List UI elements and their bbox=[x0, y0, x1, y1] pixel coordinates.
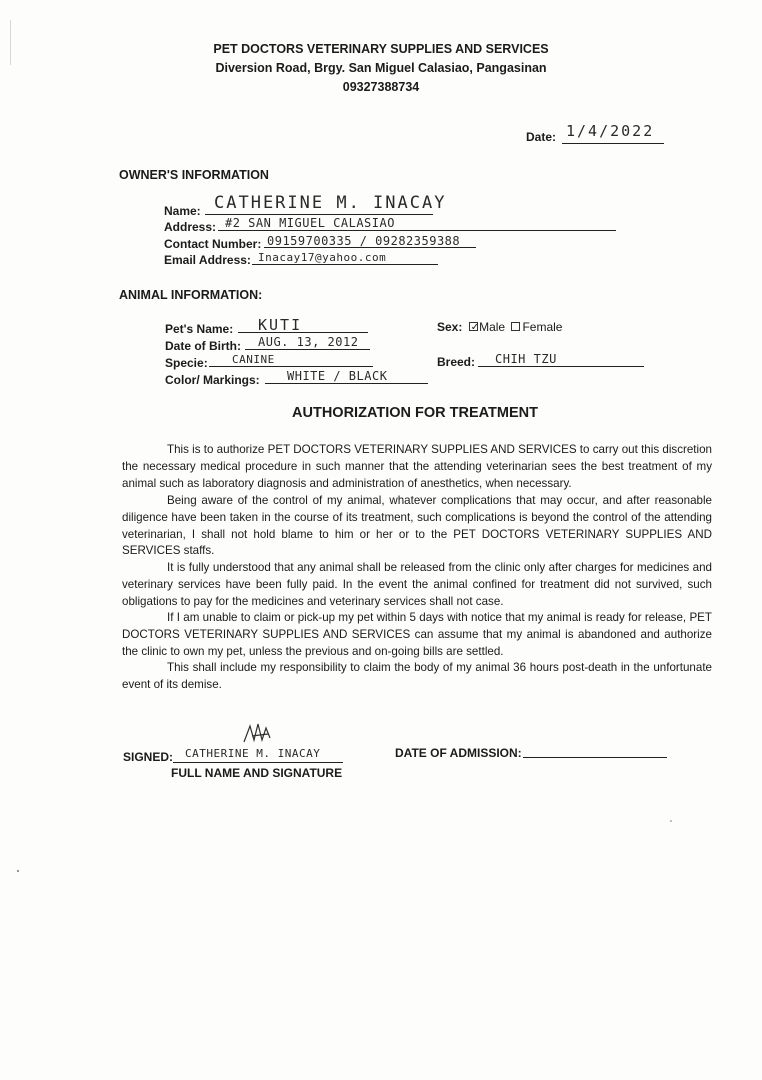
owner-address-value: #2 SAN MIGUEL CALASIAO bbox=[225, 216, 395, 230]
signed-value: CATHERINE M. INACAY bbox=[185, 747, 321, 760]
authorization-paragraph: If I am unable to claim or pick-up my pet within 5 days with notice that my animal is ready for release, PET DOCTORS VETERINARY SUPPLIES AND SERVICES can assume that my animal is abandoned and authorize the clinic to own my pet, unless the previous and on-going bills are settled. bbox=[122, 611, 712, 658]
owner-email-value: Inacay17@yahoo.com bbox=[258, 251, 387, 264]
sex-field bbox=[437, 320, 562, 334]
signature-caption: FULL NAME AND SIGNATURE bbox=[171, 766, 343, 780]
admission-label: DATE OF ADMISSION: bbox=[395, 746, 522, 760]
sex-male-option: Male bbox=[479, 320, 506, 334]
scan-speck bbox=[17, 870, 19, 872]
admission-line[interactable] bbox=[523, 757, 667, 758]
date-label: Date: bbox=[526, 130, 557, 144]
sex-female-option: Female bbox=[522, 320, 563, 334]
authorization-paragraph: This is to authorize PET DOCTORS VETERINARY SUPPLIES AND SERVICES to carry out this discretion the necessary medical procedure in such manner that the attending veterinarian sees the best treatment of my animal such as laboratory diagnosis and administration of anesthetics, when necessary. bbox=[122, 443, 712, 490]
pet-name-value: KUTI bbox=[258, 316, 303, 334]
owner-email-label: Email Address: bbox=[164, 253, 251, 267]
scan-speck bbox=[670, 820, 672, 822]
date-value: 1/4/2022 bbox=[566, 122, 655, 140]
signed-line bbox=[173, 762, 343, 763]
color-label: Color/ Markings: bbox=[165, 373, 260, 387]
specie-value: CANINE bbox=[232, 353, 275, 366]
breed-label: Breed: bbox=[437, 355, 476, 369]
specie-label: Specie: bbox=[165, 356, 208, 370]
authorization-paragraph: This shall include my responsibility to claim the body of my animal 36 hours post-death in the unfortunate event of its demise. bbox=[122, 661, 712, 691]
owner-contact-label: Contact Number: bbox=[164, 237, 262, 251]
dob-line bbox=[245, 349, 370, 350]
owner-address-label: Address: bbox=[164, 220, 217, 234]
owner-section-title: OWNER'S INFORMATION bbox=[119, 168, 269, 182]
company-phone: 09327388734 bbox=[342, 80, 420, 94]
checkmark-icon: ✓ bbox=[470, 322, 480, 333]
breed-value: CHIH TZU bbox=[495, 352, 557, 366]
authorization-title: AUTHORIZATION FOR TREATMENT bbox=[292, 405, 538, 421]
company-address: Diversion Road, Brgy. San Miguel Calasiao, Pangasinan bbox=[215, 61, 547, 75]
specie-line bbox=[209, 366, 373, 367]
owner-contact-value: 09159700335 / 09282359388 bbox=[267, 234, 461, 248]
pet-name-label: Pet's Name: bbox=[165, 322, 234, 336]
owner-email-line bbox=[252, 264, 438, 265]
owner-name-label: Name: bbox=[164, 204, 201, 218]
authorization-paragraph: Being aware of the control of my animal, whatever complications that may occur, and after reasonable diligence have been taken in the course of its treatment, such complications is beyond the control of the attending veterinarian, I shall not hold blame to him or her or to the PET DOCTORS VETERINARY SUPPLIES AND SERVICES staffs. bbox=[122, 494, 712, 558]
authorization-paragraph: It is fully understood that any animal shall be released from the clinic only after charges for medicines and veterinary services have been fully paid. In the event the animal confined for treatment did not survived, such obligations to pay for the medicines and veterinary services shall not case. bbox=[122, 561, 712, 608]
date-line bbox=[562, 143, 664, 144]
color-line bbox=[265, 383, 428, 384]
owner-name-line bbox=[205, 214, 433, 215]
signed-label: SIGNED: bbox=[123, 750, 174, 764]
dob-value: AUG. 13, 2012 bbox=[258, 335, 359, 349]
sex-label: Sex: bbox=[437, 320, 463, 334]
breed-line bbox=[478, 366, 644, 367]
dob-label: Date of Birth: bbox=[165, 339, 241, 353]
signature-scribble-svg bbox=[240, 718, 280, 748]
owner-address-line bbox=[218, 230, 616, 231]
company-name: PET DOCTORS VETERINARY SUPPLIES AND SERVICES bbox=[213, 42, 549, 56]
color-value: WHITE / BLACK bbox=[287, 369, 388, 383]
sex-female-checkbox[interactable] bbox=[511, 322, 520, 331]
animal-section-title: ANIMAL INFORMATION: bbox=[119, 288, 263, 302]
owner-name-value: CATHERINE M. INACAY bbox=[214, 193, 447, 213]
